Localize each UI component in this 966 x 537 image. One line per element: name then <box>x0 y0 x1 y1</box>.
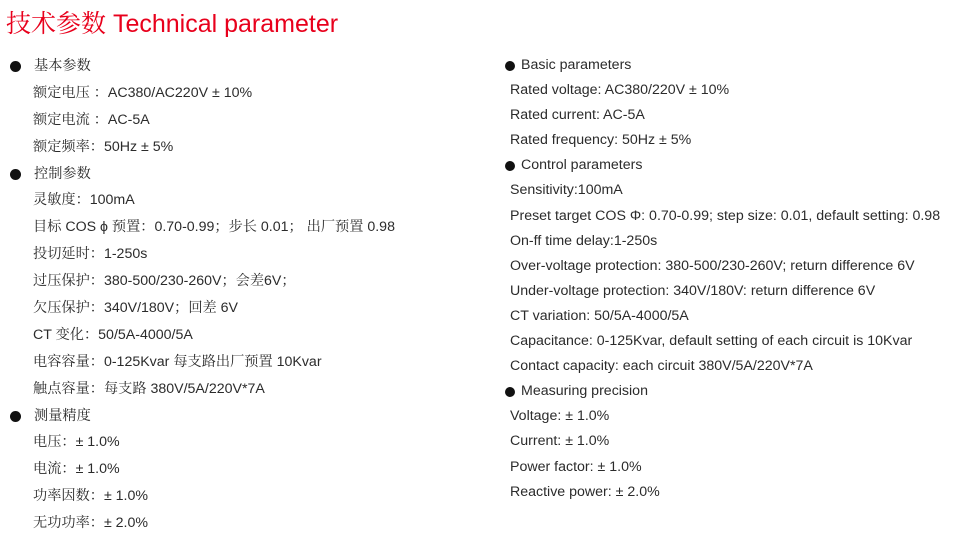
parameter-sensitivity-cn: 灵敏度：100mA <box>33 192 135 209</box>
chinese-parameter-column <box>10 53 490 537</box>
section-heading-label: 基本参数 <box>34 58 91 74</box>
parameter-power-factor-precision-cn: 功率因数：± 1.0% <box>33 488 149 505</box>
section-heading-label: 测量精度 <box>34 407 91 424</box>
parameter-rated-voltage-en: Rated voltage: AC380/220V ± 10% <box>510 82 730 99</box>
parameter-switch-delay-cn: 投切延时：1-250s <box>33 246 148 263</box>
bullet-icon <box>505 161 515 171</box>
section-heading-precision-cn <box>10 403 490 430</box>
section-heading-control-en <box>505 153 965 178</box>
parameter-voltage-precision-cn: 电压：± 1.0% <box>33 434 120 451</box>
parameter-target-cos-cn: 目标 COS ϕ 预置：0.70-0.99；步长 0.01； 出厂预置 0.98 <box>33 219 395 236</box>
parameter-rated-frequency-en: Rated frequency: 50Hz ± 5% <box>510 132 692 149</box>
bullet-icon <box>10 169 21 180</box>
section-heading-label: 控制参数 <box>34 165 91 182</box>
section-heading-label: Measuring precision <box>521 383 648 400</box>
parameter-power-factor-precision-en: Power factor: ± 1.0% <box>510 458 642 475</box>
parameter-reactive-power-precision-en: Reactive power: ± 2.0% <box>510 483 660 500</box>
parameter-overvoltage-cn: 过压保护：380-500/230-260V；会差6V； <box>33 273 296 290</box>
section-heading-precision-en <box>505 379 965 404</box>
parameter-capacitance-en: Capacitance: 0-125Kvar, default setting of each circuit is 10Kvar <box>510 333 913 350</box>
section-heading-basic-en <box>505 53 965 78</box>
parameter-rated-current-en: Rated current: AC-5A <box>510 107 645 124</box>
parameter-overvoltage-en: Over-voltage protection: 380-500/230-260V; return difference 6V <box>510 257 915 274</box>
parameter-target-cos-en: Preset target COS Φ: 0.70-0.99; step size: 0.01, default setting: 0.98 <box>510 207 941 224</box>
section-heading-control-cn <box>10 161 490 188</box>
bullet-icon <box>10 61 21 72</box>
parameter-current-precision-cn: 电流：± 1.0% <box>33 461 120 478</box>
section-heading-label: Control parameters <box>521 157 643 174</box>
parameter-switch-delay-en: On-ff time delay:1-250s <box>510 232 658 249</box>
section-heading-basic-cn <box>10 53 490 80</box>
parameter-contact-capacity-en: Contact capacity: each circuit 380V/5A/220V*7A <box>510 358 813 375</box>
parameter-undervoltage-en: Under-voltage protection: 340V/180V: return difference 6V <box>510 282 876 299</box>
bullet-icon <box>505 387 515 397</box>
bullet-icon <box>505 61 515 71</box>
section-heading-label: Basic parameters <box>521 57 632 73</box>
parameter-sensitivity-en: Sensitivity:100mA <box>510 182 623 199</box>
page-title: 技术参数 Technical parameter <box>6 10 339 38</box>
parameter-rated-voltage-cn: 额定电压 ：AC380/AC220V ± 10% <box>33 84 253 101</box>
parameter-ct-variation-cn: CT 变化：50/5A-4000/5A <box>33 326 193 343</box>
bullet-icon <box>10 411 21 422</box>
parameter-current-precision-en: Current: ± 1.0% <box>510 433 610 450</box>
parameter-ct-variation-en: CT variation: 50/5A-4000/5A <box>510 307 689 324</box>
parameter-voltage-precision-en: Voltage: ± 1.0% <box>510 408 610 425</box>
parameter-undervoltage-cn: 欠压保护：340V/180V；回差 6V <box>33 300 239 317</box>
english-parameter-column <box>505 53 965 505</box>
parameter-rated-frequency-cn: 额定频率：50Hz ± 5% <box>33 138 174 155</box>
parameter-capacitance-cn: 电容容量：0-125Kvar 每支路出厂预置 10Kvar <box>33 353 322 370</box>
parameter-rated-current-cn: 额定电流 ：AC-5A <box>33 111 150 128</box>
parameter-reactive-power-precision-cn: 无功功率：± 2.0% <box>33 515 149 532</box>
parameter-contact-capacity-cn: 触点容量：每支路 380V/5A/220V*7A <box>33 380 265 397</box>
